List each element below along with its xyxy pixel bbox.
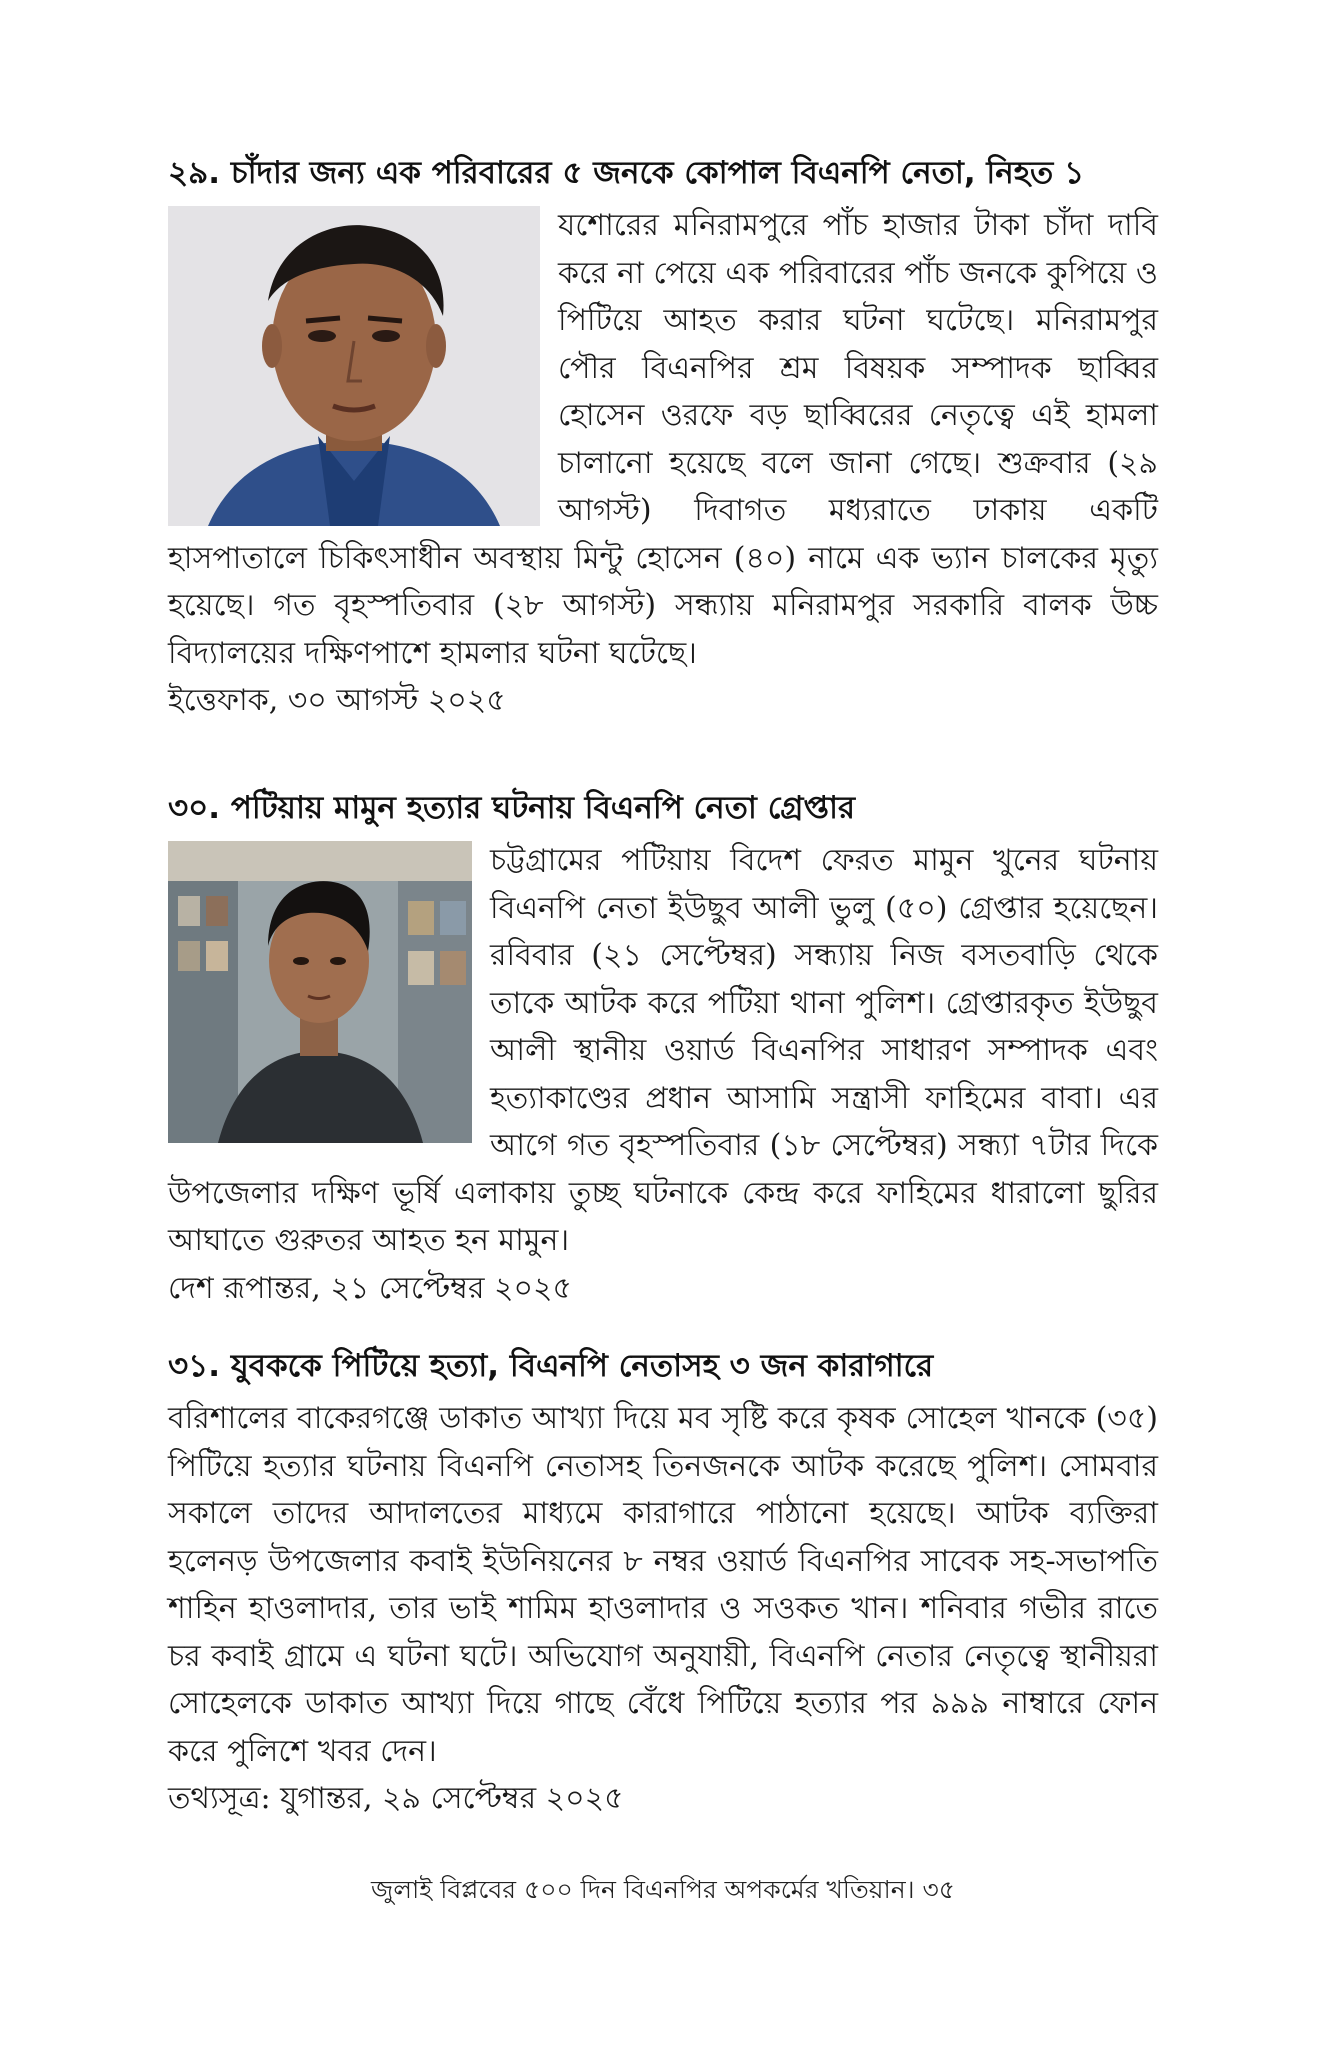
article-body: চট্টগ্রামের পটিয়ায় বিদেশ ফেরত মামুন খুনের ঘটনায় বিএনপি নেতা ইউছুব আলী ভুলু (৫০) গ্রেপ্তার হয়েছেন। রবিবার (২১ সেপ্টেম্বর) সন্ধ্যায় নিজ বসতবাড়ি থেকে তাকে আটক করে পটিয়া থানা পুলিশ। গ্রেপ্তারকৃত ইউছুব আলী স্থানীয় ওয়ার্ড বিএনপির সাধারণ সম্পাদক এবং হত্যাকাণ্ডের প্রধান আসামি সন্ত্রাসী ফাহিমের বাবা। এর আগে গত বৃহস্পতিবার (১৮ সেপ্টেম্বর) সন্ধ্যা ৭টার দিকে উপজেলার দক্ষিণ ভূর্ষি এলাকায় তুচ্ছ ঘটনাকে কেন্দ্র করে ফাহিমের ধারালো ছুরির আঘাতে গুরুতর আহত হন মামুন। — [168, 843, 1158, 1258]
article-source: তথ্যসূত্র: যুগান্তর, ২৯ সেপ্টেম্বর ২০২৫ — [168, 1781, 624, 1816]
article-headline: ৩১. যুবককে পিটিয়ে হত্যা, বিএনপি নেতাসহ ৩ জন কারাগারে — [168, 1348, 934, 1384]
article-headline: ৩০. পটিয়ায় মামুন হত্যার ঘটনায় বিএনপি নেতা গ্রেপ্তার — [168, 790, 856, 826]
article-30 — [168, 785, 1158, 1308]
article-headline: ২৯. চাঁদার জন্য এক পরিবারের ৫ জনকে কোপাল বিএনপি নেতা, নিহত ১ — [168, 155, 1085, 191]
portrait-photo — [168, 841, 472, 1143]
article-body: যশোরের মনিরামপুরে পাঁচ হাজার টাকা চাঁদা দাবি করে না পেয়ে এক পরিবারের পাঁচ জনকে কুপিয়ে ও পিটিয়ে আহত করার ঘটনা ঘটেছে। মনিরামপুর পৌর বিএনপির শ্রম বিষয়ক সম্পাদক ছাব্বির হোসেন ওরফে বড় ছাব্বিরের নেতৃত্বে এই হামলা চালানো হয়েছে বলে জানা গেছে। শুক্রবার (২৯ আগস্ট) দিবাগত মধ্যরাতে ঢাকায় একটি হাসপাতালে চিকিৎসাধীন অবস্থায় মিন্টু হোসেন (৪০) নামে এক ভ্যান চালকের মৃত্যু হয়েছে। গত বৃহস্পতিবার (২৮ আগস্ট) সন্ধ্যায় মনিরামপুর সরকারি বালক উচ্চ বিদ্যালয়ের দক্ষিণপাশে হামলার ঘটনা ঘটেছে। — [168, 208, 1158, 671]
page-footer: জুলাই বিপ্লবের ৫০০ দিন বিএনপির অপকর্মের খতিয়ান। ৩৫ — [371, 1875, 955, 1904]
article-source: ইত্তেফাক, ৩০ আগস্ট ২০২৫ — [168, 683, 506, 718]
article-29 — [168, 150, 1158, 745]
page-content — [168, 150, 1158, 1823]
article-source: দেশ রূপান্তর, ২১ সেপ্টেম্বর ২০২৫ — [168, 1270, 572, 1306]
portrait-photo — [168, 206, 540, 526]
article-31 — [168, 1343, 1158, 1823]
article-body: বরিশালের বাকেরগঞ্জে ডাকাত আখ্যা দিয়ে মব সৃষ্টি করে কৃষক সোহেল খানকে (৩৫) পিটিয়ে হত্যার ঘটনায় বিএনপি নেতাসহ তিনজনকে আটক করেছে পুলিশ। সোমবার সকালে তাদের আদালতের মাধ্যমে কারাগারে পাঠানো হয়েছে। আটক ব্যক্তিরা হলেনড় উপজেলার কবাই ইউনিয়নের ৮ নম্বর ওয়ার্ড বিএনপির সাবেক সহ-সভাপতি শাহিন হাওলাদার, তার ভাই শামিম হাওলাদার ও সওকত খান। শনিবার গভীর রাতে চর কবাই গ্রামে এ ঘটনা ঘটে। অভিযোগ অনুযায়ী, বিএনপি নেতার নেতৃত্বে স্থানীয়রা সোহেলকে ডাকাত আখ্যা দিয়ে গাছে বেঁধে পিটিয়ে হত্যার পর ৯৯৯ নাম্বারে ফোন করে পুলিশে খবর দেন। — [168, 1401, 1158, 1769]
